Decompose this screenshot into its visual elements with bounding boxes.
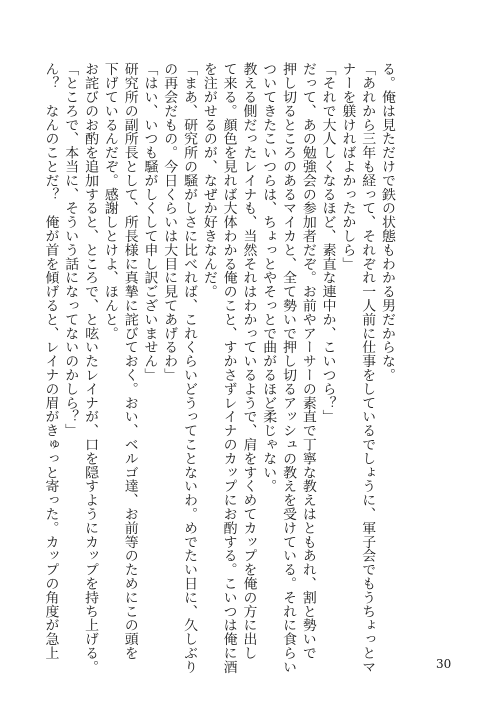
text-line: る。俺は見ただけで鉄の状態もわかる男だからな。 [379,62,395,382]
page-number: 30 [436,657,452,671]
text-line: 「はい、いつも騒がしくして申し訳ございません」 [141,62,158,382]
text-line: ん？ なんのことだ？ 俺が首を傾げると、レイナの眉がきゅっと寄った。カップの角度が急上 [42,62,59,660]
text-line: ナーを躾ければよかったかしら」 [339,62,356,271]
text-line: 「それで大人しくなるほど、素直な連中か、こいつら？」 [319,62,336,424]
text-line: お詫びのお酌を追加すると、ところで、と呟いたレイナが、口を隠すようにカップを持ち上げる。 [82,62,99,674]
text-line: 下げているんだぞ。感謝しとけよ、ほんと。 [101,62,118,340]
text-line: 「ところで、本当に、そういう話になってないのかしら？」 [62,62,79,438]
text-line: 教える側だったレイナも、当然それはわかっているようで、肩をすくめてカップを俺の方に出し [240,62,257,660]
text-line: 研究所の副所長として、所長様に真摯に詫びておく。おい、ベルゴ達、お前等のためにこの頭を [121,62,138,660]
text-line: 押し切るところのあるマイカと、全て勢いで押し切るアッシュの教えを受けている。それに食らい [280,62,297,674]
text-line: て来る。顔色を見れば大体わかる俺のこと、すかさずレイナのカップにお酌する。こいつは俺に酒 [220,62,237,674]
text-line: 「あれから三年も経って、それぞれ一人前に仕事をしているでしょうに、軍子会でもうちょっとマ [359,62,376,674]
vertical-text-block [42,62,396,674]
text-line: を注がせるのが、なぜか好きなんだ。 [200,62,217,299]
text-line: だって、あの勉強会の参加者だぞ。お前やアーサーの素直で丁寧な教えはともあれ、割と勢いで [299,62,316,660]
text-line: 「まあ、研究所の騒がしさに比べれば、これくらいどうってことないわ。めでたい日に、久しぶり [181,62,198,674]
text-line: の再会だもの。今日くらいは大目に見てあげるわ」 [161,62,178,382]
text-line: ついてきたこいつらは、ちょっとやそっとで曲がるほど柔じゃない。 [260,62,277,493]
